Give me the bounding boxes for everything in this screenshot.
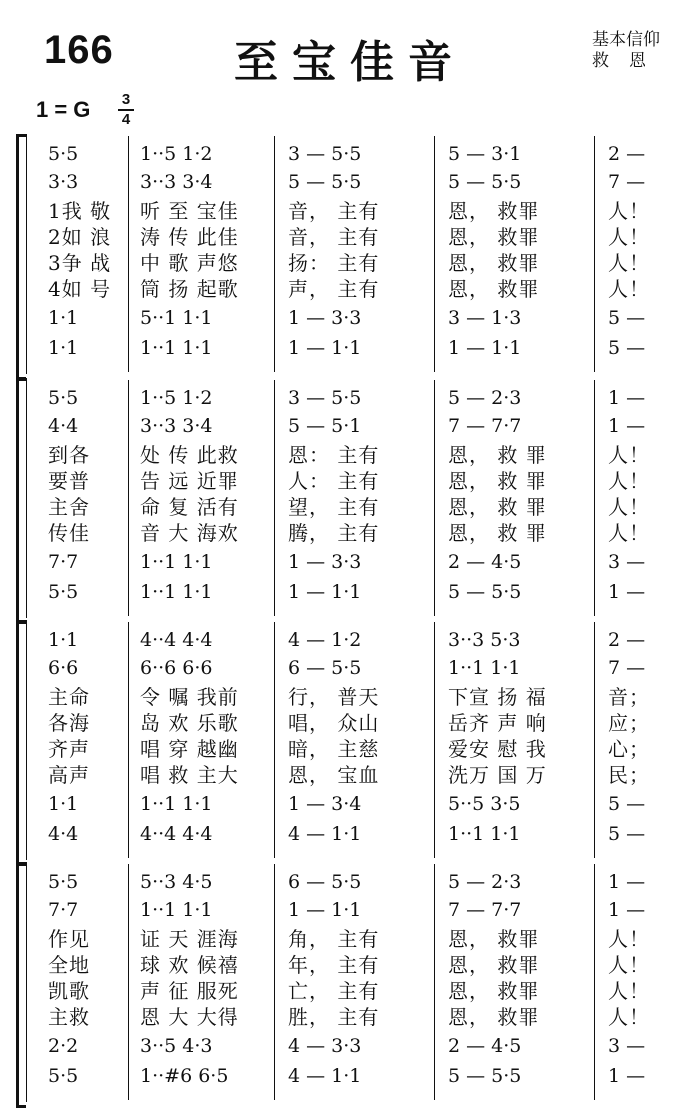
measure-notes: 4··4 4·4 (140, 823, 213, 845)
notation-line (0, 304, 700, 332)
measure-notes: 3··3 5·3 (448, 629, 521, 651)
lyric-measure: 人！ (608, 521, 650, 545)
measure-notes: 1··1 1·1 (140, 337, 213, 359)
measure-notes: 5 — 3·1 (448, 143, 522, 165)
lyric-line (0, 762, 700, 788)
lyric-measure: 凯歌 (48, 979, 90, 1003)
lyric-measure: 中 歌 声悠 (140, 251, 239, 275)
measure-notes: 1 — 1·1 (288, 581, 362, 603)
measure-notes: 1··1 1·1 (448, 657, 521, 679)
lyric-line (0, 250, 700, 276)
lyric-measure: 年， 主有 (288, 953, 380, 977)
measure-notes: 3 — (608, 1035, 646, 1057)
measure-notes: 7·7 (48, 899, 79, 921)
lyric-measure: 恩， 救罪 (448, 199, 540, 223)
lyric-measure: 下宣 扬 福 (448, 685, 547, 709)
lyric-measure: 恩， 救罪 (448, 251, 540, 275)
lyric-measure: 人！ (608, 927, 650, 951)
lyric-measure: 要普 (48, 469, 90, 493)
lyric-measure: 恩： 主有 (288, 443, 380, 467)
measure-notes: 7 — 7·7 (448, 415, 522, 437)
measure-notes: 3 — 1·3 (448, 307, 522, 329)
notation-line (0, 168, 700, 196)
measure-notes: 6 — 5·5 (288, 657, 362, 679)
lyric-measure: 唱 救 主大 (140, 763, 239, 787)
measure-notes: 2 — (608, 629, 646, 651)
measure-notes: 3··5 4·3 (140, 1035, 213, 1057)
measure-notes: 3 — (608, 551, 646, 573)
measure-notes: 5 — 5·5 (448, 1065, 522, 1087)
notation-line (0, 654, 700, 682)
notation-line (0, 868, 700, 896)
lyric-measure: 作见 (48, 927, 90, 951)
lyric-measure: 洗万 国 万 (448, 763, 547, 787)
lyric-line (0, 1004, 700, 1030)
measure-notes: 1··5 1·2 (140, 387, 213, 409)
lyric-measure: 望， 主有 (288, 495, 380, 519)
time-signature-top: 3 (121, 91, 131, 108)
measure-notes: 5··3 4·5 (140, 871, 213, 893)
lyric-measure: 音 大 海欢 (140, 521, 239, 545)
lyric-line (0, 520, 700, 546)
lyric-measure: 腾， 主有 (288, 521, 380, 545)
measure-notes: 5·5 (48, 871, 79, 893)
measure-notes: 3··3 3·4 (140, 171, 213, 193)
measure-notes: 5·5 (48, 581, 79, 603)
system-4 (0, 862, 700, 1102)
measure-notes: 6 — 5·5 (288, 871, 362, 893)
lyric-measure: 人！ (608, 469, 650, 493)
measure-notes: 5·5 (48, 143, 79, 165)
category-main: 基本信仰 (592, 30, 660, 50)
lyric-measure: 2如 浪 (48, 225, 112, 249)
measure-notes: 5··5 3·5 (448, 793, 521, 815)
lyric-measure: 球 欢 候禧 (140, 953, 239, 977)
lyric-measure: 3争 战 (48, 251, 112, 275)
lyric-measure: 亡， 主有 (288, 979, 380, 1003)
lyric-measure: 爱安 慰 我 (448, 737, 547, 761)
measure-notes: 2 — 4·5 (448, 551, 522, 573)
lyric-measure: 令 嘱 我前 (140, 685, 239, 709)
measure-notes: 2·2 (48, 1035, 79, 1057)
lyric-measure: 人！ (608, 443, 650, 467)
measure-notes: 1 — 1·1 (288, 899, 362, 921)
measure-notes: 5 — (608, 823, 646, 845)
lyric-measure: 声 征 服死 (140, 979, 239, 1003)
measure-notes: 5 — 5·1 (288, 415, 362, 437)
notation-line (0, 548, 700, 576)
notation-line (0, 412, 700, 440)
lyric-measure: 主舍 (48, 495, 90, 519)
measure-notes: 6··6 6·6 (140, 657, 213, 679)
notation-line (0, 896, 700, 924)
lyric-line (0, 926, 700, 952)
lyric-line (0, 978, 700, 1004)
lyric-measure: 恩， 救罪 (448, 277, 540, 301)
lyric-measure: 恩， 救 罪 (448, 495, 547, 519)
lyric-measure: 音， 主有 (288, 225, 380, 249)
lyric-line (0, 736, 700, 762)
measure-notes: 1·1 (48, 307, 79, 329)
measure-notes: 1··1 1·1 (140, 793, 213, 815)
measure-notes: 3 — 5·5 (288, 143, 362, 165)
measure-notes: 1··#6 6·5 (140, 1065, 229, 1087)
lyric-measure: 主命 (48, 685, 90, 709)
measure-notes: 1 — (608, 871, 646, 893)
measure-notes: 1·1 (48, 629, 79, 651)
measure-notes: 4 — 3·3 (288, 1035, 362, 1057)
measure-notes: 1··1 1·1 (140, 581, 213, 603)
measure-notes: 1··1 1·1 (140, 899, 213, 921)
lyric-measure: 人！ (608, 979, 650, 1003)
measure-notes: 7 — 7·7 (448, 899, 522, 921)
measure-notes: 5 — 5·5 (448, 581, 522, 603)
category-sub: 救恩 (592, 51, 666, 71)
lyric-measure: 人！ (608, 225, 650, 249)
measure-notes: 1 — 3·4 (288, 793, 362, 815)
lyric-measure: 唱， 众山 (288, 711, 380, 735)
lyric-measure: 主救 (48, 1005, 90, 1029)
measure-notes: 2 — 4·5 (448, 1035, 522, 1057)
notation-line (0, 578, 700, 606)
lyric-measure: 恩， 救 罪 (448, 521, 547, 545)
measure-notes: 5··1 1·1 (140, 307, 213, 329)
measure-notes: 1·1 (48, 337, 79, 359)
lyric-measure: 恩， 救罪 (448, 927, 540, 951)
measure-notes: 1 — 3·3 (288, 307, 362, 329)
measure-notes: 5·5 (48, 1065, 79, 1087)
lyric-measure: 扬： 主有 (288, 251, 380, 275)
measure-notes: 4 — 1·1 (288, 1065, 362, 1087)
measure-notes: 1 — 1·1 (448, 337, 522, 359)
lyric-measure: 岛 欢 乐歌 (140, 711, 239, 735)
lyric-measure: 高声 (48, 763, 90, 787)
hymn-title: 至宝佳音 (234, 37, 466, 88)
lyric-measure: 涛 传 此佳 (140, 225, 239, 249)
lyric-measure: 行， 普天 (288, 685, 380, 709)
measure-notes: 1··1 1·1 (448, 823, 521, 845)
notation-line (0, 790, 700, 818)
notation-line (0, 140, 700, 168)
notation-line (0, 1032, 700, 1060)
lyric-measure: 1我 敬 (48, 199, 112, 223)
measure-notes: 5·5 (48, 387, 79, 409)
lyric-line (0, 276, 700, 302)
lyric-measure: 应； (608, 711, 650, 735)
lyric-line (0, 468, 700, 494)
measure-notes: 5 — 5·5 (448, 171, 522, 193)
lyric-measure: 4如 号 (48, 277, 112, 301)
measure-notes: 5 — 5·5 (288, 171, 362, 193)
measure-notes: 4·4 (48, 823, 79, 845)
lyric-measure: 人！ (608, 251, 650, 275)
lyric-line (0, 198, 700, 224)
lyric-measure: 音； (608, 685, 650, 709)
lyric-measure: 恩， 救罪 (448, 953, 540, 977)
measure-notes: 3··3 3·4 (140, 415, 213, 437)
lyric-line (0, 442, 700, 468)
lyric-measure: 到各 (48, 443, 90, 467)
lyric-measure: 恩， 救罪 (448, 225, 540, 249)
lyric-measure: 暗， 主慈 (288, 737, 380, 761)
lyric-measure: 各海 (48, 711, 90, 735)
measure-notes: 1 — 3·3 (288, 551, 362, 573)
lyric-measure: 恩， 救罪 (448, 1005, 540, 1029)
lyric-line (0, 224, 700, 250)
lyric-measure: 证 天 涯海 (140, 927, 239, 951)
measure-notes: 1 — (608, 899, 646, 921)
lyric-measure: 岳齐 声 响 (448, 711, 547, 735)
lyric-measure: 人！ (608, 277, 650, 301)
measure-notes: 4·4 (48, 415, 79, 437)
lyric-line (0, 684, 700, 710)
measure-notes: 1··1 1·1 (140, 551, 213, 573)
measure-notes: 1··5 1·2 (140, 143, 213, 165)
measure-notes: 5 — 2·3 (448, 387, 522, 409)
hymn-number: 166 (44, 28, 114, 72)
measure-notes: 5 — 2·3 (448, 871, 522, 893)
measure-notes: 5 — (608, 337, 646, 359)
lyric-measure: 人： 主有 (288, 469, 380, 493)
category-label (592, 30, 666, 72)
notation-line (0, 1062, 700, 1090)
lyric-measure: 民； (608, 763, 650, 787)
measure-notes: 7 — (608, 657, 646, 679)
measure-notes: 1 — (608, 415, 646, 437)
lyric-measure: 处 传 此救 (140, 443, 239, 467)
lyric-measure: 心； (608, 737, 650, 761)
notation-line (0, 334, 700, 362)
lyric-measure: 传佳 (48, 521, 90, 545)
lyric-line (0, 952, 700, 978)
measure-notes: 5 — (608, 307, 646, 329)
measure-notes: 4··4 4·4 (140, 629, 213, 651)
lyric-measure: 齐声 (48, 737, 90, 761)
measure-notes: 3 — 5·5 (288, 387, 362, 409)
measure-notes: 1 — (608, 581, 646, 603)
lyric-measure: 恩， 救 罪 (448, 443, 547, 467)
time-signature (118, 92, 134, 128)
lyric-measure: 声， 主有 (288, 277, 380, 301)
lyric-measure: 筒 扬 起歌 (140, 277, 239, 301)
lyric-measure: 人！ (608, 495, 650, 519)
lyric-measure: 人！ (608, 199, 650, 223)
measure-notes: 6·6 (48, 657, 79, 679)
lyric-measure: 告 远 近罪 (140, 469, 239, 493)
measure-notes: 7 — (608, 171, 646, 193)
notation-line (0, 384, 700, 412)
lyric-measure: 恩， 救罪 (448, 979, 540, 1003)
system-3 (0, 620, 700, 860)
measure-notes: 7·7 (48, 551, 79, 573)
measure-notes: 1 — (608, 1065, 646, 1087)
notation-line (0, 626, 700, 654)
notation-line (0, 820, 700, 848)
lyric-line (0, 710, 700, 736)
measure-notes: 1 — (608, 387, 646, 409)
lyric-measure: 角， 主有 (288, 927, 380, 951)
lyric-measure: 唱 穿 越幽 (140, 737, 239, 761)
measure-notes: 3·3 (48, 171, 79, 193)
lyric-measure: 音， 主有 (288, 199, 380, 223)
measure-notes: 1 — 1·1 (288, 337, 362, 359)
lyric-line (0, 494, 700, 520)
lyric-measure: 人！ (608, 953, 650, 977)
lyric-measure: 恩， 救 罪 (448, 469, 547, 493)
measure-notes: 4 — 1·2 (288, 629, 362, 651)
measure-notes: 1·1 (48, 793, 79, 815)
system-1 (0, 134, 700, 374)
lyric-measure: 恩 大 大得 (140, 1005, 239, 1029)
measure-notes: 4 — 1·1 (288, 823, 362, 845)
lyric-measure: 恩， 宝血 (288, 763, 380, 787)
lyric-measure: 全地 (48, 953, 90, 977)
measure-notes: 5 — (608, 793, 646, 815)
lyric-measure: 听 至 宝佳 (140, 199, 239, 223)
time-signature-bottom: 4 (121, 111, 131, 128)
system-2 (0, 378, 700, 618)
lyric-measure: 命 复 活有 (140, 495, 239, 519)
key-signature: 1 = G (36, 97, 91, 122)
lyric-measure: 胜， 主有 (288, 1005, 380, 1029)
measure-notes: 2 — (608, 143, 646, 165)
lyric-measure: 人！ (608, 1005, 650, 1029)
